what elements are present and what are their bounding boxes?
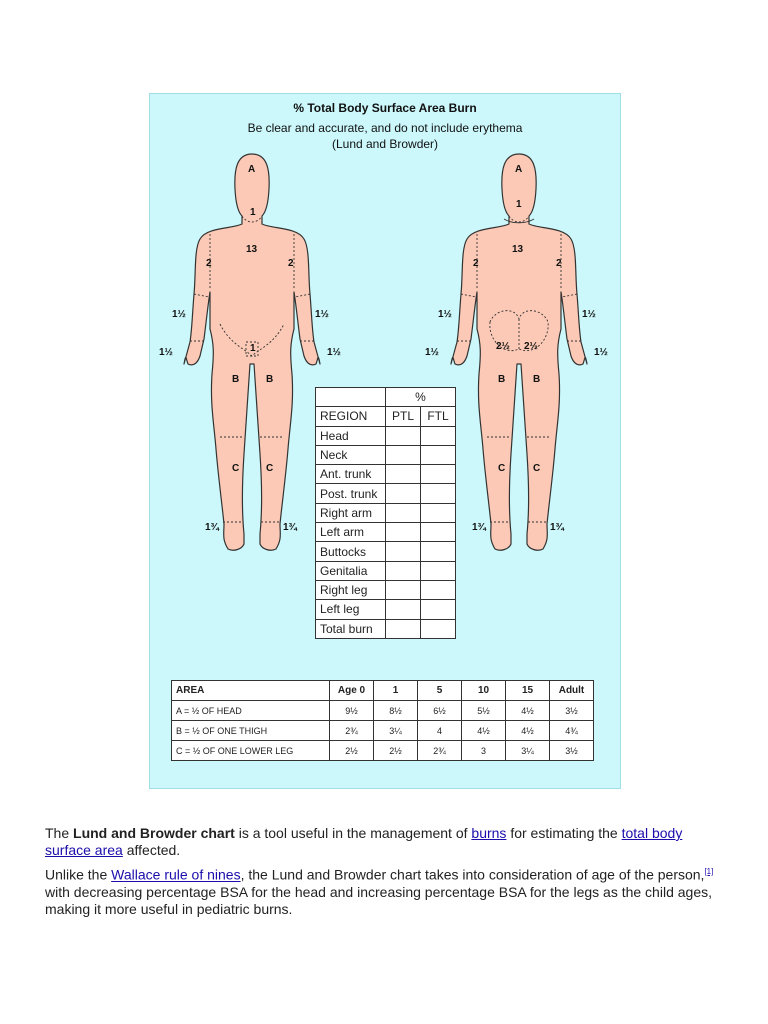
caption-p1-post: affected. [122, 842, 181, 858]
region-name-cell: Post. trunk [316, 484, 386, 503]
ptl-entry-cell [386, 542, 421, 561]
age-area-value-cell: 3½ [550, 741, 594, 761]
age-area-col-adult: Adult [550, 681, 594, 701]
ftl-entry-cell [421, 619, 456, 638]
region-table-blank [316, 388, 386, 407]
front-label-trunk: 13 [246, 244, 258, 255]
ptl-entry-cell [386, 426, 421, 445]
back-label-forearm-left: 1½ [438, 309, 452, 320]
age-area-value-cell: 8½ [374, 701, 418, 721]
figure-title: % Total Body Surface Area Burn [293, 101, 477, 115]
ptl-entry-cell [386, 619, 421, 638]
ftl-entry-cell [421, 600, 456, 619]
front-label-upper-arm-right: 2 [206, 258, 212, 269]
back-label-forearm-right: 1½ [582, 309, 596, 320]
age-area-value-cell: 4 [418, 721, 462, 741]
wallace-rule-link[interactable]: Wallace rule of nines [111, 866, 241, 883]
ftl-entry-cell [421, 542, 456, 561]
back-label-foot-left: 1¾ [472, 522, 486, 533]
caption-p2-post: with decreasing percentage BSA for the head and increasing percentage BSA for the legs as the child ages, making it more useful in pediatric burns. [45, 883, 712, 917]
caption-p1-mid: is a tool useful in the management of [234, 825, 472, 841]
age-area-name-cell: C = ½ OF ONE LOWER LEG [172, 741, 330, 761]
back-label-leg-left: C [498, 463, 506, 474]
age-area-col-age10: 10 [462, 681, 506, 701]
caption-p1-pre: The [45, 825, 74, 841]
region-name-cell: Total burn [316, 619, 386, 638]
region-table-header-row [316, 407, 456, 426]
front-label-forearm-left: 1½ [315, 309, 329, 320]
age-area-value-cell: 4½ [506, 701, 550, 721]
back-label-thigh-right: B [533, 374, 541, 385]
region-name-cell: Left leg [316, 600, 386, 619]
front-label-head: A [248, 164, 256, 175]
caption-p1-mid2: for estimating the [506, 825, 622, 841]
age-area-col-age5: 5 [418, 681, 462, 701]
ftl-entry-cell [421, 561, 456, 580]
region-table-col-region: REGION [316, 407, 386, 426]
ptl-entry-cell [386, 600, 421, 619]
age-area-value-cell: 2¾ [418, 741, 462, 761]
region-table-row [316, 580, 456, 599]
back-label-trunk: 13 [512, 244, 524, 255]
region-name-cell: Ant. trunk [316, 465, 386, 484]
ftl-entry-cell [421, 523, 456, 542]
back-label-foot-right: 1¾ [550, 522, 564, 533]
region-name-cell: Right leg [316, 580, 386, 599]
back-label-upper-arm-left: 2 [473, 258, 479, 269]
back-label-buttock-left: 2½ [496, 341, 510, 352]
region-table-row [316, 503, 456, 522]
age-area-name-cell: B = ½ OF ONE THIGH [172, 721, 330, 741]
caption-p2-mid: , the Lund and Browder chart takes into consideration of age of the person, [240, 866, 705, 883]
age-area-name-cell: A = ½ OF HEAD [172, 701, 330, 721]
front-label-hand-left: 1½ [327, 347, 341, 358]
front-label-thigh-right: B [232, 374, 240, 385]
front-label-foot-right: 1¾ [205, 522, 219, 533]
back-label-hand-left: 1½ [425, 347, 439, 358]
front-label-hand-right: 1½ [159, 347, 173, 358]
tbsa-link[interactable]: total body surface area [45, 825, 683, 858]
region-table-row [316, 426, 456, 445]
back-label-head: A [515, 164, 523, 175]
age-area-col-age15: 15 [506, 681, 550, 701]
lund-browder-figure [149, 93, 621, 789]
age-area-value-cell: 4½ [506, 721, 550, 741]
back-label-leg-right: C [533, 463, 541, 474]
region-name-cell: Neck [316, 445, 386, 464]
region-name-cell: Right arm [316, 503, 386, 522]
caption-paragraph-1 [45, 825, 730, 859]
ptl-entry-cell [386, 484, 421, 503]
age-area-value-cell: 2½ [374, 741, 418, 761]
ptl-entry-cell [386, 523, 421, 542]
figure-credit: (Lund and Browder) [331, 137, 439, 151]
age-area-row [172, 741, 594, 761]
age-area-value-cell: 3¼ [374, 721, 418, 741]
front-label-leg-right: C [232, 463, 240, 474]
age-area-col-age1: 1 [374, 681, 418, 701]
ptl-entry-cell [386, 561, 421, 580]
age-area-row [172, 701, 594, 721]
front-label-leg-left: C [266, 463, 274, 474]
age-area-value-cell: 3½ [550, 701, 594, 721]
region-table-row [316, 445, 456, 464]
caption-term: Lund and Browder chart [73, 825, 235, 841]
caption-p2-pre: Unlike the [45, 866, 112, 883]
ftl-entry-cell [421, 484, 456, 503]
age-area-value-cell: 2½ [330, 741, 374, 761]
age-area-table-header [172, 681, 594, 701]
region-table-row [316, 561, 456, 580]
age-area-col-age0: Age 0 [330, 681, 374, 701]
figure-subtitle: Be clear and accurate, and do not include erythema [247, 121, 523, 135]
region-name-cell: Genitalia [316, 561, 386, 580]
age-area-value-cell: 3 [462, 741, 506, 761]
ptl-entry-cell [386, 465, 421, 484]
age-area-value-cell: 5½ [462, 701, 506, 721]
ptl-entry-cell [386, 503, 421, 522]
article-caption [45, 825, 730, 922]
age-area-col-area: AREA [172, 681, 330, 701]
age-area-table [171, 680, 594, 761]
region-table-row [316, 600, 456, 619]
region-table-percent-row [316, 388, 456, 407]
region-table-col-ptl: PTL [386, 407, 421, 426]
region-table-percent-header: % [386, 388, 456, 407]
region-table-col-ftl: FTL [421, 407, 456, 426]
region-percent-table [315, 387, 456, 639]
front-label-neck: 1 [250, 207, 256, 218]
front-label-thigh-left: B [266, 374, 274, 385]
reference-link[interactable]: [1] [704, 867, 714, 876]
front-label-foot-left: 1¾ [283, 522, 297, 533]
region-name-cell: Left arm [316, 523, 386, 542]
age-area-value-cell: 3¼ [506, 741, 550, 761]
region-table-row [316, 465, 456, 484]
caption-paragraph-2 [45, 863, 730, 918]
back-body-figure [451, 154, 587, 550]
region-table-row [316, 523, 456, 542]
region-table-row [316, 619, 456, 638]
age-area-value-cell: 4¾ [550, 721, 594, 741]
region-table-row [316, 542, 456, 561]
region-table-row [316, 484, 456, 503]
front-label-forearm-right: 1½ [172, 309, 186, 320]
age-area-row [172, 721, 594, 741]
ftl-entry-cell [421, 465, 456, 484]
front-label-genitalia: 1 [250, 343, 256, 354]
back-label-thigh-left: B [498, 374, 506, 385]
region-name-cell: Buttocks [316, 542, 386, 561]
age-area-value-cell: 6½ [418, 701, 462, 721]
back-label-upper-arm-right: 2 [556, 258, 562, 269]
region-name-cell: Head [316, 426, 386, 445]
back-label-neck: 1 [516, 199, 522, 210]
ptl-entry-cell [386, 580, 421, 599]
ftl-entry-cell [421, 445, 456, 464]
back-label-hand-right: 1½ [594, 347, 608, 358]
age-area-value-cell: 9½ [330, 701, 374, 721]
ptl-entry-cell [386, 445, 421, 464]
age-area-value-cell: 2¾ [330, 721, 374, 741]
back-label-buttock-right: 2½ [524, 341, 538, 352]
age-area-value-cell: 4½ [462, 721, 506, 741]
ftl-entry-cell [421, 503, 456, 522]
front-label-upper-arm-left: 2 [288, 258, 294, 269]
burns-link[interactable]: burns [471, 825, 507, 841]
ftl-entry-cell [421, 580, 456, 599]
ftl-entry-cell [421, 426, 456, 445]
